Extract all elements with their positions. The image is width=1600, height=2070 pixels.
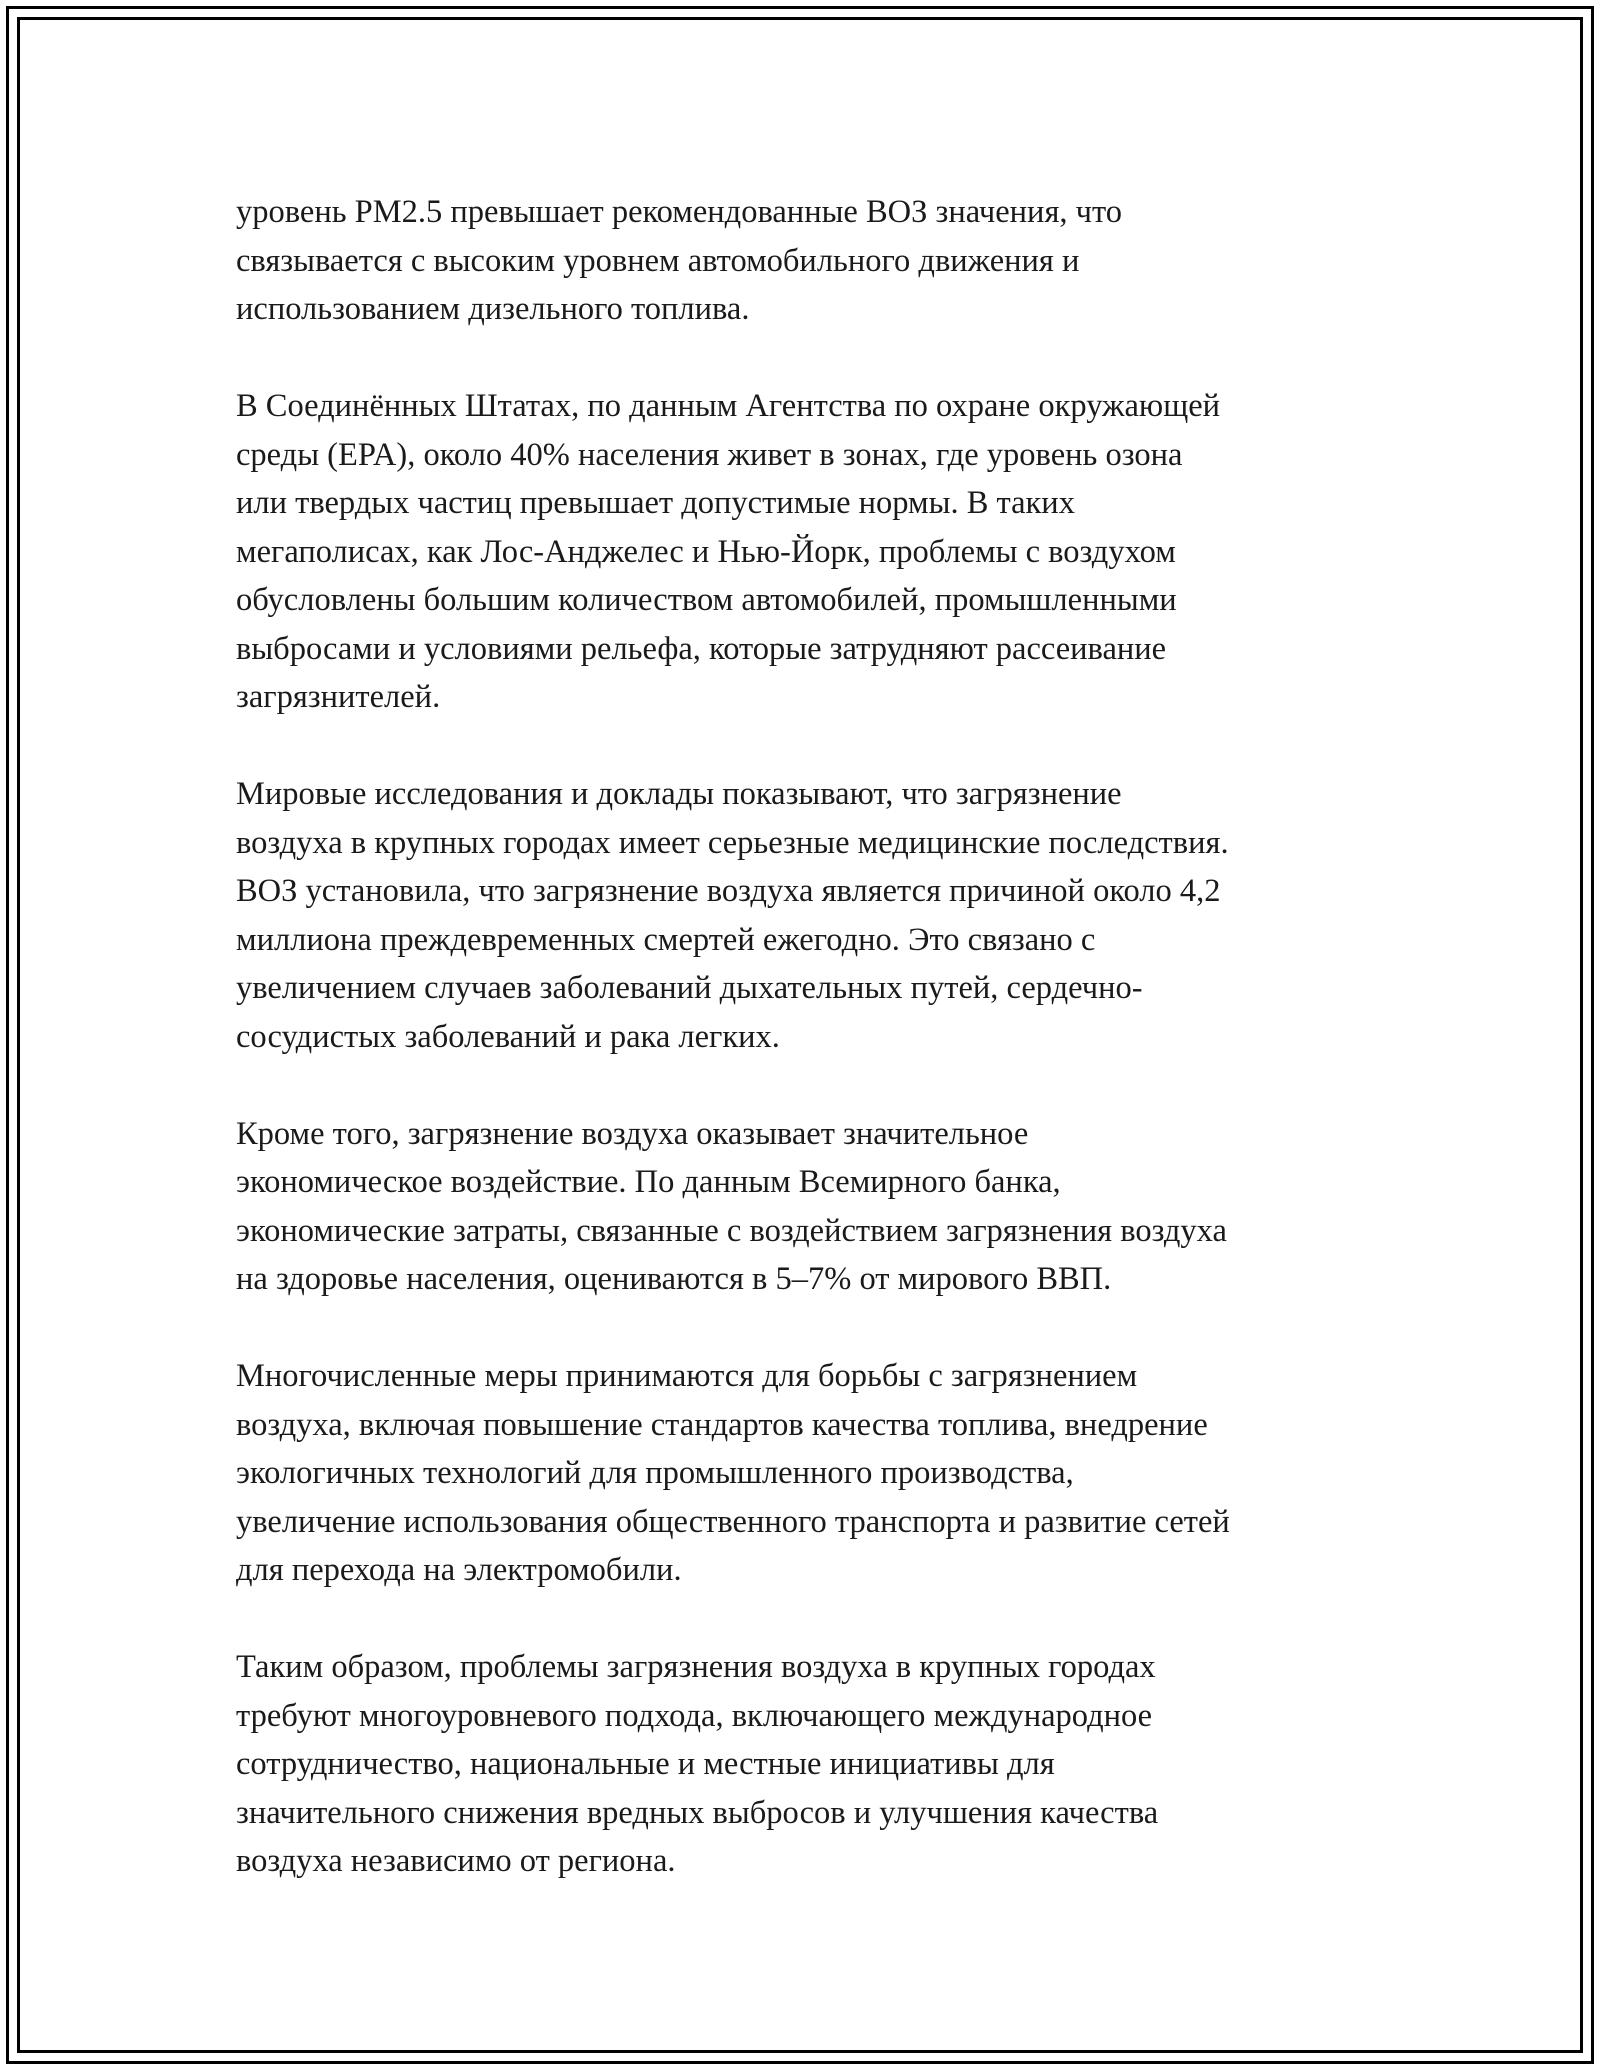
text-line: связывается с высоким уровнем автомобильного движения и bbox=[236, 242, 1080, 279]
text-line: мегаполисах, как Лос-Анджелес и Нью-Йорк, проблемы с воздухом bbox=[236, 533, 1176, 570]
paragraph bbox=[236, 1110, 1376, 1304]
paragraph bbox=[236, 382, 1376, 722]
text-line: воздуха, включая повышение стандартов качества топлива, внедрение bbox=[236, 1406, 1208, 1443]
text-line: сосудистых заболеваний и рака легких. bbox=[236, 1018, 780, 1055]
text-line: экономическое воздействие. По данным Всемирного банка, bbox=[236, 1164, 1061, 1200]
text-line: среды (EPA), около 40% населения живет в зонах, где уровень озона bbox=[236, 436, 1183, 473]
text-line: уровень PM2.5 превышает рекомендованные ВОЗ значения, что bbox=[236, 194, 1123, 230]
text-line: Кроме того, загрязнение воздуха оказывает значительное bbox=[236, 1115, 1029, 1152]
text-line: воздуха независимо от региона. bbox=[236, 1843, 676, 1879]
text-line: требуют многоуровневого подхода, включающего международное bbox=[236, 1697, 1153, 1734]
text-line: использованием дизельного топлива. bbox=[236, 291, 750, 327]
text-line: обусловлены большим количеством автомобилей, промышленными bbox=[236, 582, 1177, 618]
text-line: экономические затраты, связанные с воздействием загрязнения воздуха bbox=[236, 1212, 1227, 1249]
text-line: для перехода на электромобили. bbox=[236, 1552, 682, 1588]
paragraph bbox=[236, 770, 1376, 1061]
text-line: воздуха в крупных городах имеет серьезные медицинские последствия. bbox=[236, 824, 1229, 861]
text-line: Мировые исследования и доклады показывают, что загрязнение bbox=[236, 776, 1122, 812]
text-line: загрязнителей. bbox=[236, 679, 441, 715]
text-line: Таким образом, проблемы загрязнения воздуха в крупных городах bbox=[236, 1649, 1156, 1685]
text-line: В Соединённых Штатах, по данным Агентства по охране окружающей bbox=[236, 388, 1221, 424]
text-line: или твердых частиц превышает допустимые нормы. В таких bbox=[236, 485, 1075, 521]
text-line: сотрудничество, национальные и местные инициативы для bbox=[236, 1746, 1055, 1782]
text-line: значительного снижения вредных выбросов и улучшения качества bbox=[236, 1794, 1159, 1831]
text-line: экологичных технологий для промышленного производства, bbox=[236, 1455, 1074, 1491]
text-line: на здоровье населения, оцениваются в 5–7% от мирового ВВП. bbox=[236, 1261, 1112, 1297]
text-line: увеличением случаев заболеваний дыхательных путей, сердечно- bbox=[236, 970, 1143, 1006]
text-line: увеличение использования общественного транспорта и развитие сетей bbox=[236, 1503, 1230, 1540]
paragraph bbox=[236, 1643, 1376, 1886]
text-line: ВОЗ установила, что загрязнение воздуха является причиной около 4,2 bbox=[236, 873, 1221, 909]
text-line: миллиона преждевременных смертей ежегодно. Это связано с bbox=[236, 921, 1096, 958]
document-body bbox=[236, 188, 1376, 1934]
paragraph bbox=[236, 1352, 1376, 1595]
paragraph bbox=[236, 188, 1376, 334]
text-line: выбросами и условиями рельефа, которые затрудняют рассеивание bbox=[236, 630, 1167, 667]
text-line: Многочисленные меры принимаются для борьбы с загрязнением bbox=[236, 1358, 1138, 1394]
